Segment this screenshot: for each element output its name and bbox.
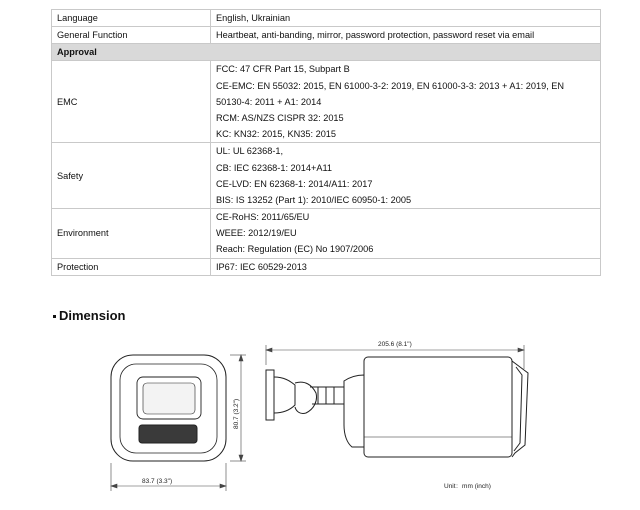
spec-value-line: Reach: Regulation (EC) No 1907/2006 [216, 244, 374, 255]
spec-value [211, 61, 601, 143]
spec-value-line: RCM: AS/NZS CISPR 32: 2015 [216, 112, 344, 123]
spec-value-line: CE-LVD: EN 62368-1: 2014/A11: 2017 [216, 178, 373, 189]
spec-table [51, 9, 601, 276]
spec-row-general-function [52, 27, 601, 44]
dimension-drawing [0, 325, 640, 510]
spec-value-line: BIS: IS 13252 (Part 1): 2010/IEC 60950-1: 2005 [216, 194, 412, 205]
length-label: 205.6 (8.1") [378, 341, 412, 348]
height-label: 80.7 (3.2") [233, 398, 240, 429]
spec-row-safety [52, 143, 601, 209]
spec-row-language [52, 10, 601, 27]
unit-label: Unit：mm (inch) [444, 483, 491, 490]
section-header-approval [52, 44, 601, 61]
spec-value-line: 50130-4: 2011 + A1: 2014 [216, 96, 322, 107]
spec-key: Protection [52, 258, 211, 275]
dimension-heading [53, 308, 125, 323]
spec-value [211, 209, 601, 259]
spec-key: General Function [52, 27, 211, 44]
spec-row-emc [52, 61, 601, 143]
spec-value-line: CB: IEC 62368-1: 2014+A11 [216, 162, 333, 173]
camera-front-view [111, 355, 226, 461]
spec-value-line: CE-RoHS: 2011/65/EU [216, 212, 310, 223]
spec-value-line: IP67: IEC 60529-2013 [216, 261, 307, 272]
width-label: 83.7 (3.3") [142, 478, 173, 485]
spec-value-line: WEEE: 2012/19/EU [216, 228, 297, 239]
spec-value-line: UL: UL 62368-1, [216, 146, 284, 157]
spec-key: Language [52, 10, 211, 27]
spec-value [211, 10, 601, 27]
dimension-title: Dimension [59, 308, 126, 323]
spec-value-line: CE-EMC: EN 55032: 2015, EN 61000-3-2: 2019, EN 61000-3-3: 2013 + A1: 2019, EN [216, 80, 565, 91]
section-title: Approval [52, 44, 601, 61]
camera-side-view [266, 357, 528, 457]
spec-key: Safety [52, 143, 211, 209]
spec-value [211, 27, 601, 44]
spec-value-line: KC: KN32: 2015, KN35: 2015 [216, 129, 337, 140]
spec-value-line: Heartbeat, anti-banding, mirror, password protection, password reset via email [216, 30, 535, 41]
width-dimension [111, 463, 226, 491]
spec-row-protection [52, 258, 601, 275]
spec-row-environment [52, 209, 601, 259]
bullet-icon [53, 315, 56, 318]
spec-key: Environment [52, 209, 211, 259]
spec-value [211, 258, 601, 275]
spec-value [211, 143, 601, 209]
spec-value-line: English, Ukrainian [216, 13, 291, 23]
spec-key: EMC [52, 61, 211, 143]
spec-value-line: FCC: 47 CFR Part 15, Subpart B [216, 64, 350, 75]
